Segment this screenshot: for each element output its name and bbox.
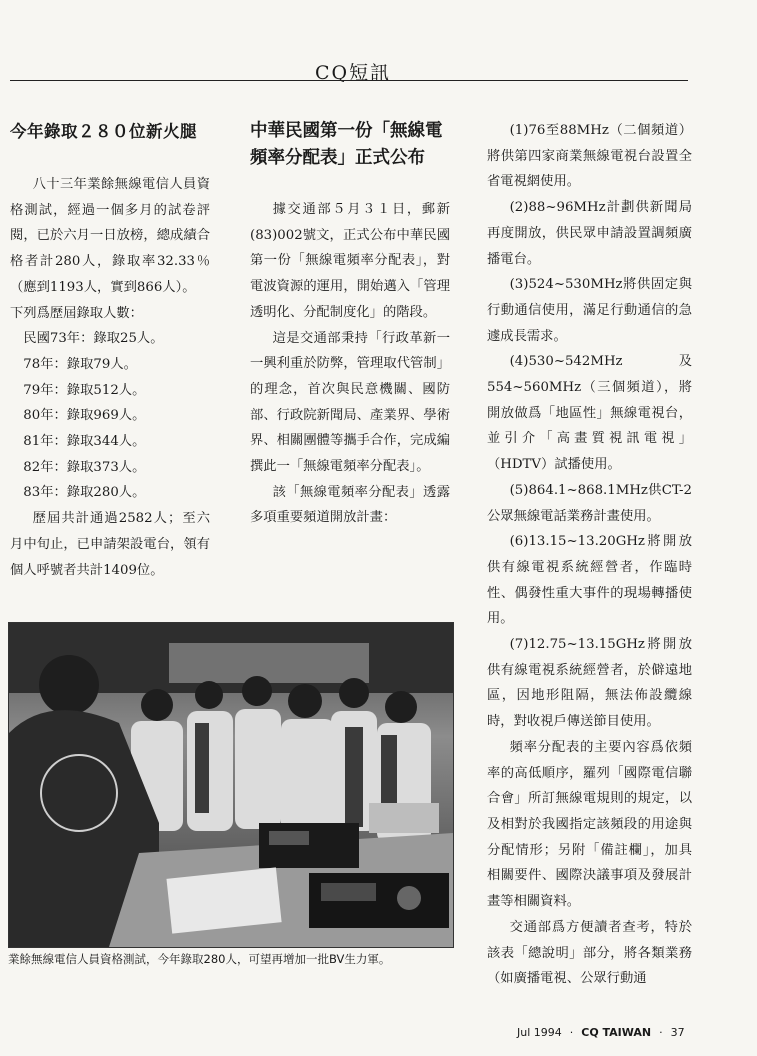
separator-dot: ·: [569, 1026, 574, 1039]
section-title: CQ短訊: [315, 62, 392, 84]
exam-photo: [8, 622, 454, 948]
result-line: 81年：錄取344人。: [23, 434, 146, 450]
plan-item: (4)530~542MHz及554~560MHz（三個頻道），將開放做爲「地區性」無線電視台，並引介「高畫質視訊電視」（HDTV）試播使用。: [487, 354, 692, 473]
photo-caption: 業餘無線電信人員資格測試，今年錄取280人，可望再增加一批BV生力軍。: [8, 952, 391, 966]
plan-item: (7)12.75~13.15GHz將開放供有線電視系統經營者，於僻遠地區，因地形阻隔，無法佈設纜線時，對收視戶傳送節目使用。: [487, 637, 692, 730]
article2-headline: 中華民國第一份「無線電頻率分配表」正式公布: [250, 121, 443, 168]
article2-paragraph: 該「無線電頻率分配表」透露多項重要頻道開放計畫：: [250, 484, 450, 526]
article-new-hams: [10, 118, 210, 583]
result-line: 80年：錄取969人。: [23, 408, 146, 424]
article-frequency-table-continued: [487, 118, 692, 992]
publication-name: CQ TAIWAN: [581, 1026, 652, 1039]
plan-item: (3)524~530MHz將供固定與行動通信使用，滿足行動通信的急遽成長需求。: [487, 277, 692, 344]
article2-paragraph: 頻率分配表的主要內容爲依頻率的高低順序，羅列「國際電信聯合會」所訂無線電規則的規定，以及相對於我國指定該頻段的用途與分配情形；另附「備註欄」，加具相關要件、國際決議事項及發展計畫等相關資料。: [487, 739, 692, 910]
issue-date: Jul 1994: [517, 1026, 562, 1039]
article2-paragraph: 這是交通部秉持「行政革新一一興利重於防弊，管理取代管制」的理念，首次與民意機關、國防部、行政院新聞局、產業界、學術界、相關團體等攜手合作，完成編撰此一「無線電頻率分配表」。: [250, 330, 450, 475]
exam-scene-illustration: [9, 623, 453, 947]
article2-paragraph: 交通部爲方便讀者查考，特於該表「總說明」部分，將各類業務（如廣播電視、公眾行動通: [487, 919, 692, 987]
result-line: 83年：錄取280人。: [23, 485, 146, 501]
header-rule: [10, 80, 688, 81]
article1-paragraph: 下列爲歷屆錄取人數：: [10, 305, 143, 321]
article2-paragraph: 據交通部５月３１日，郵新(83)002號文，正式公布中華民國第一份「無線電頻率分配表」，對電波資源的運用，開始邁入「管理透明化、分配制度化」的階段。: [250, 202, 450, 320]
article1-paragraph: 八十三年業餘無線電信人員資格測試，經過一個多月的試卷評閱，已於六月一日放榜，總成績合格者計280人，錄取率32.33％（應到1193人，實到866人）。: [10, 177, 210, 295]
plan-item: (1)76至88MHz（二個頻道）將供第四家商業無線電視台設置全省電視網使用。: [487, 123, 692, 190]
plan-item: (5)864.1~868.1MHz供CT-2公眾無線電話業務計畫使用。: [487, 482, 692, 524]
article-frequency-table: [250, 118, 450, 531]
article1-closing: 歷屆共計通過2582人；至六月中旬止，已申請架設電台，領有個人呼號者共計1409位。: [10, 511, 210, 578]
plan-item: (2)88~96MHz計劃供新聞局再度開放，供民眾申請設置調頻廣播電台。: [487, 200, 692, 267]
article1-headline: 今年錄取２８０位新火腿: [10, 122, 197, 141]
page-footer: [517, 1026, 685, 1039]
separator-dot: ·: [659, 1026, 663, 1039]
result-line: 78年：錄取79人。: [23, 356, 137, 372]
result-line: 民國73年：錄取25人。: [23, 331, 164, 347]
result-line: 82年：錄取373人。: [23, 459, 146, 475]
page-number: 37: [670, 1026, 685, 1039]
plan-item: (6)13.15~13.20GHz將開放供有線電視系統經營者，作臨時性、偶發性重大事件的現場轉播使用。: [487, 534, 692, 627]
result-line: 79年：錄取512人。: [23, 382, 146, 398]
